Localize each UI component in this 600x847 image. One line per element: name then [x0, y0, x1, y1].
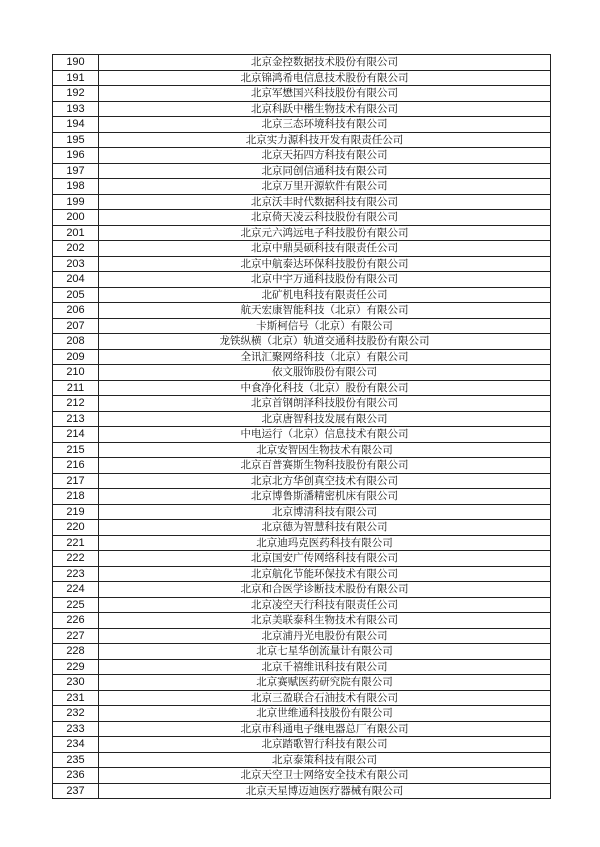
table-row [53, 628, 551, 644]
company-name-cell: 北京中鼎昊硕科技有限责任公司 [99, 241, 551, 257]
row-number-cell: 197 [53, 163, 99, 179]
company-name-cell: 北京三态环境科技有限公司 [99, 117, 551, 133]
table-row [53, 179, 551, 195]
row-number-cell: 226 [53, 613, 99, 629]
table-row [53, 706, 551, 722]
table-row [53, 380, 551, 396]
table-row [53, 101, 551, 117]
table-row [53, 318, 551, 334]
company-name-cell: 北京博清科技有限公司 [99, 504, 551, 520]
table-row [53, 597, 551, 613]
company-name-cell: 全讯汇聚网络科技（北京）有限公司 [99, 349, 551, 365]
company-name-cell: 北京美联泰科生物技术有限公司 [99, 613, 551, 629]
company-name-cell: 北京沃丰时代数据科技有限公司 [99, 194, 551, 210]
table-row [53, 194, 551, 210]
company-name-cell: 北京倚天凌云科技股份有限公司 [99, 210, 551, 226]
company-name-cell: 北京国安广传网络科技有限公司 [99, 551, 551, 567]
company-name-cell: 北京千禧维讯科技有限公司 [99, 659, 551, 675]
table-row [53, 504, 551, 520]
company-name-cell: 北矿机电科技有限责任公司 [99, 287, 551, 303]
row-number-cell: 220 [53, 520, 99, 536]
row-number-cell: 190 [53, 55, 99, 71]
company-name-cell: 中食净化科技（北京）股份有限公司 [99, 380, 551, 396]
table-body [53, 55, 551, 799]
table-row [53, 644, 551, 660]
company-name-cell: 北京万里开源软件有限公司 [99, 179, 551, 195]
row-number-cell: 211 [53, 380, 99, 396]
row-number-cell: 222 [53, 551, 99, 567]
row-number-cell: 209 [53, 349, 99, 365]
company-name-cell: 北京航化节能环保技术有限公司 [99, 566, 551, 582]
table-row [53, 303, 551, 319]
company-name-cell: 北京三盈联合石油技术有限公司 [99, 690, 551, 706]
table-row [53, 70, 551, 86]
table-row [53, 783, 551, 799]
row-number-cell: 193 [53, 101, 99, 117]
table-row [53, 210, 551, 226]
company-name-cell: 中电运行（北京）信息技术有限公司 [99, 427, 551, 443]
row-number-cell: 203 [53, 256, 99, 272]
company-name-cell: 北京市科通电子继电器总厂有限公司 [99, 721, 551, 737]
company-name-cell: 北京唐智科技发展有限公司 [99, 411, 551, 427]
company-name-cell: 北京科跃中楷生物技术有限公司 [99, 101, 551, 117]
row-number-cell: 210 [53, 365, 99, 381]
table-row [53, 225, 551, 241]
table-row [53, 442, 551, 458]
company-name-cell: 北京踏歌智行科技有限公司 [99, 737, 551, 753]
row-number-cell: 227 [53, 628, 99, 644]
row-number-cell: 237 [53, 783, 99, 799]
row-number-cell: 230 [53, 675, 99, 691]
table-row [53, 489, 551, 505]
table-row [53, 241, 551, 257]
company-name-cell: 北京迪玛克医药科技有限公司 [99, 535, 551, 551]
company-name-cell: 北京金控数据技术股份有限公司 [99, 55, 551, 71]
table-row [53, 132, 551, 148]
table-row [53, 458, 551, 474]
table-row [53, 566, 551, 582]
row-number-cell: 235 [53, 752, 99, 768]
company-name-cell: 北京北方华创真空技术有限公司 [99, 473, 551, 489]
table-row [53, 721, 551, 737]
row-number-cell: 194 [53, 117, 99, 133]
row-number-cell: 213 [53, 411, 99, 427]
table-row [53, 256, 551, 272]
company-name-cell: 北京中宇万通科技股份有限公司 [99, 272, 551, 288]
row-number-cell: 204 [53, 272, 99, 288]
row-number-cell: 217 [53, 473, 99, 489]
row-number-cell: 231 [53, 690, 99, 706]
company-name-cell: 依文服饰股份有限公司 [99, 365, 551, 381]
company-name-cell: 北京实力源科技开发有限责任公司 [99, 132, 551, 148]
table-row [53, 411, 551, 427]
table-row [53, 55, 551, 71]
table-row [53, 86, 551, 102]
table-row [53, 551, 551, 567]
company-list-table [52, 54, 551, 799]
row-number-cell: 196 [53, 148, 99, 164]
company-name-cell: 北京首钢朗泽科技股份有限公司 [99, 396, 551, 412]
row-number-cell: 200 [53, 210, 99, 226]
row-number-cell: 192 [53, 86, 99, 102]
table-row [53, 473, 551, 489]
company-name-cell: 龙铁纵横（北京）轨道交通科技股份有限公司 [99, 334, 551, 350]
row-number-cell: 201 [53, 225, 99, 241]
table-row [53, 287, 551, 303]
row-number-cell: 232 [53, 706, 99, 722]
row-number-cell: 225 [53, 597, 99, 613]
row-number-cell: 199 [53, 194, 99, 210]
company-name-cell: 卡斯柯信号（北京）有限公司 [99, 318, 551, 334]
table-row [53, 613, 551, 629]
table-row [53, 334, 551, 350]
company-name-cell: 北京和合医学诊断技术股份有限公司 [99, 582, 551, 598]
company-name-cell: 北京军懋国兴科技股份有限公司 [99, 86, 551, 102]
table-row [53, 427, 551, 443]
company-name-cell: 北京凌空天行科技有限责任公司 [99, 597, 551, 613]
company-name-cell: 航天宏康智能科技（北京）有限公司 [99, 303, 551, 319]
row-number-cell: 221 [53, 535, 99, 551]
company-name-cell: 北京德为智慧科技有限公司 [99, 520, 551, 536]
row-number-cell: 214 [53, 427, 99, 443]
row-number-cell: 223 [53, 566, 99, 582]
row-number-cell: 215 [53, 442, 99, 458]
row-number-cell: 207 [53, 318, 99, 334]
company-name-cell: 北京元六鸿远电子科技股份有限公司 [99, 225, 551, 241]
company-name-cell: 北京天拓四方科技有限公司 [99, 148, 551, 164]
table-row [53, 535, 551, 551]
company-name-cell: 北京博鲁斯潘精密机床有限公司 [99, 489, 551, 505]
company-name-cell: 北京中航泰达环保科技股份有限公司 [99, 256, 551, 272]
row-number-cell: 233 [53, 721, 99, 737]
row-number-cell: 218 [53, 489, 99, 505]
row-number-cell: 224 [53, 582, 99, 598]
table-row [53, 520, 551, 536]
table-row [53, 690, 551, 706]
table-row [53, 117, 551, 133]
table-row [53, 349, 551, 365]
company-name-cell: 北京锦鸿希电信息技术股份有限公司 [99, 70, 551, 86]
table-row [53, 148, 551, 164]
company-name-cell: 北京世维通科技股份有限公司 [99, 706, 551, 722]
table-row [53, 752, 551, 768]
company-name-cell: 北京天星博迈迪医疗器械有限公司 [99, 783, 551, 799]
company-name-cell: 北京天空卫士网络安全技术有限公司 [99, 768, 551, 784]
table-row [53, 396, 551, 412]
table-row [53, 737, 551, 753]
row-number-cell: 208 [53, 334, 99, 350]
company-name-cell: 北京七星华创流量计有限公司 [99, 644, 551, 660]
table-row [53, 365, 551, 381]
row-number-cell: 191 [53, 70, 99, 86]
company-name-cell: 北京安智因生物技术有限公司 [99, 442, 551, 458]
table-row [53, 272, 551, 288]
row-number-cell: 195 [53, 132, 99, 148]
row-number-cell: 228 [53, 644, 99, 660]
row-number-cell: 198 [53, 179, 99, 195]
row-number-cell: 205 [53, 287, 99, 303]
company-name-cell: 北京赛赋医药研究院有限公司 [99, 675, 551, 691]
row-number-cell: 229 [53, 659, 99, 675]
company-name-cell: 北京百普赛斯生物科技股份有限公司 [99, 458, 551, 474]
table-row [53, 768, 551, 784]
row-number-cell: 202 [53, 241, 99, 257]
table-row [53, 659, 551, 675]
company-name-cell: 北京浦丹光电股份有限公司 [99, 628, 551, 644]
row-number-cell: 206 [53, 303, 99, 319]
row-number-cell: 236 [53, 768, 99, 784]
company-name-cell: 北京同创信通科技有限公司 [99, 163, 551, 179]
row-number-cell: 219 [53, 504, 99, 520]
table-row [53, 582, 551, 598]
row-number-cell: 234 [53, 737, 99, 753]
row-number-cell: 212 [53, 396, 99, 412]
company-name-cell: 北京泰策科技有限公司 [99, 752, 551, 768]
table-row [53, 675, 551, 691]
table-row [53, 163, 551, 179]
row-number-cell: 216 [53, 458, 99, 474]
